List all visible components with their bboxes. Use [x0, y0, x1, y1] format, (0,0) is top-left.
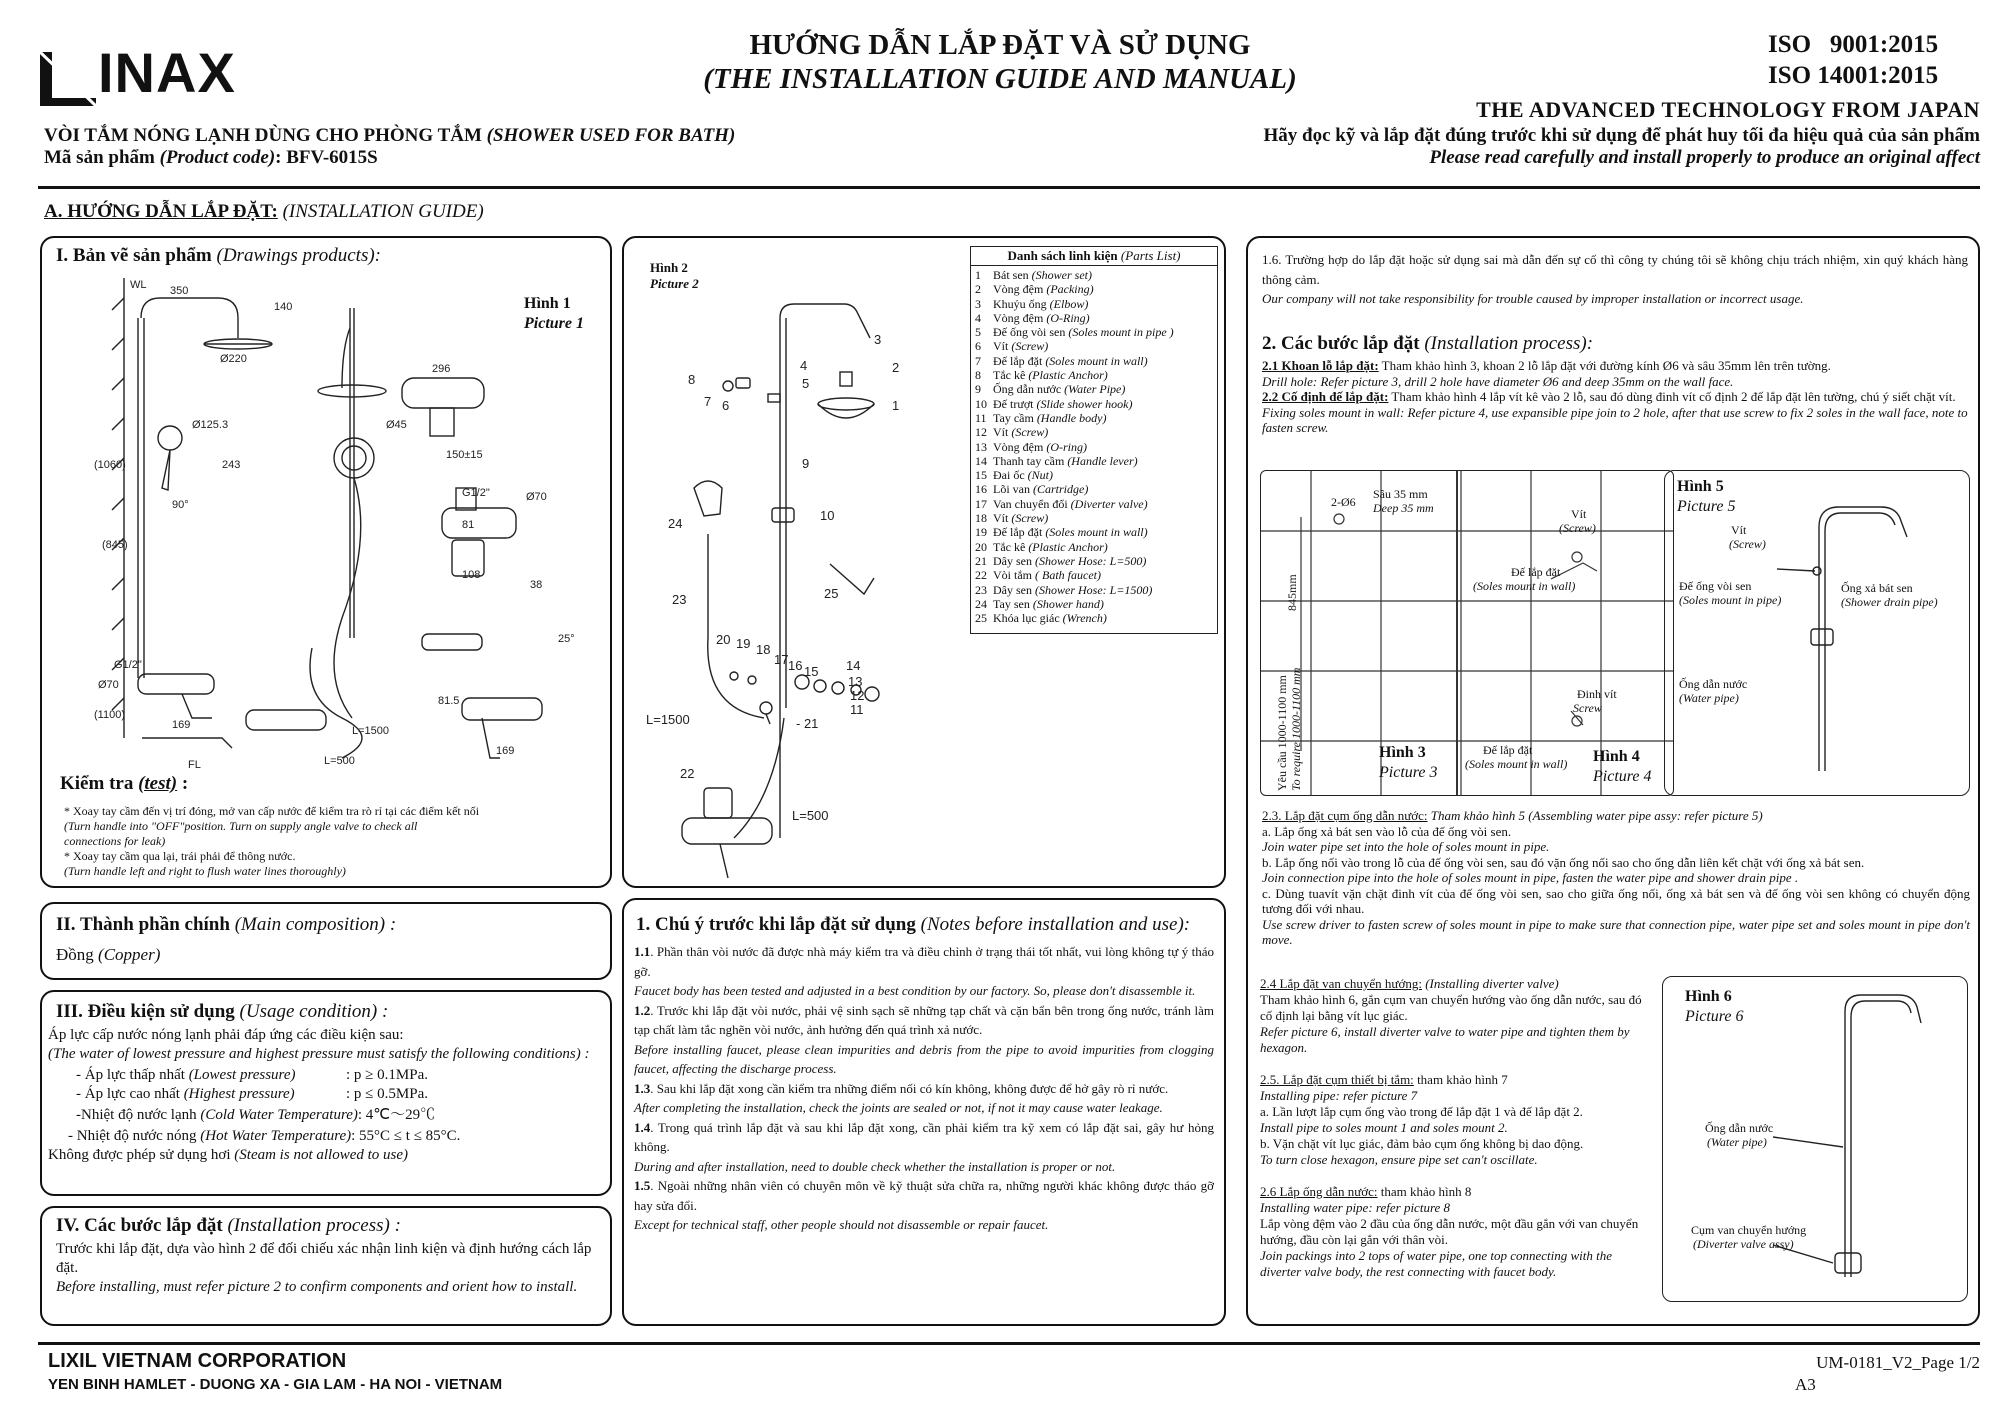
process-title-en: (Installation process): [1424, 333, 1594, 354]
usage-hot: - Nhiệt độ nước nóng (Hot Water Temperature): 55°C ≤ t ≤ 85°C. [68, 1128, 461, 1144]
fig3-requirement: Yêu cầu 1000-1100 mm [1275, 675, 1289, 791]
install-process-box [1246, 236, 1980, 1326]
logo-mark-icon [38, 44, 98, 110]
callout-19: 19 [736, 636, 751, 651]
dim-169-b: 169 [496, 745, 515, 757]
install-steps-title-en: (Installation process) : [227, 1215, 401, 1236]
steps-2-4-2-6 [1260, 976, 1656, 1280]
step-2-4-vi: Tham khảo hình 6, gắn cụm van chuyển hướng vào ống dẫn nước, sau đó cố định lại bằng vít lục giác. [1260, 992, 1642, 1023]
step-2-3c-vi: c. Dùng tuavít vặn chặt đinh vít của đế ống vòi sen, sao cho giữa ống nối, ống xả bát sen và đế ống vòi sen không có chuyển động tương đối với nhau. [1262, 885, 1970, 916]
dim-25deg: 25° [558, 633, 575, 645]
step-2-1-en: Drill hole: Refer picture 3, drill 2 hole have diameter Ø6 and deep 35mm on the wall face. [1262, 373, 1734, 389]
note-item-en: Except for technical staff, other people should not disassemble or repair faucet. [634, 1217, 1049, 1232]
dim-81: 81 [462, 519, 475, 531]
step-2-5b-en: To turn close hexagon, ensure pipe set can't oscillate. [1260, 1152, 1538, 1167]
usage-title-vi: III. Điều kiện sử dụng [56, 1001, 235, 1022]
usage-intro-en: (The water of lowest pressure and highest pressure must satisfy the following conditions) : [48, 1046, 590, 1062]
iso-14001: ISO 14001:2015 [1768, 62, 1939, 89]
part-row: 9 Ống dẫn nước (Water Pipe) [975, 382, 1126, 397]
notes-title-vi: 1. Chú ý trước khi lắp đặt sử dụng [636, 914, 916, 935]
fig3-depth-en: Deep 35 mm [1373, 501, 1434, 515]
note-item: 1.4. Trong quá trình lắp đặt và sau khi lắp đặt xong, cần phải kiểm tra kỹ xem có lắp đặt sai, gây hư hỏng không. [634, 1119, 1214, 1154]
usage-steam: Không được phép sử dụng hơi (Steam is not allowed to use) [48, 1147, 409, 1163]
product-name-en: (SHOWER USED FOR BATH) [486, 125, 736, 146]
callout-17: 17 [774, 652, 789, 667]
callout-13: 13 [848, 674, 863, 689]
step-2-3b-vi: b. Lắp ống nối vào trong lỗ của đế ống vòi sen, sau đó vặn ống nối sao cho ống dẫn liên kết chặt với ống xả bát sen. [1262, 854, 1865, 870]
dim-g12-b: G1/2" [114, 659, 142, 671]
part-row: 25 Khóa lục giác (Wrench) [975, 611, 1107, 626]
fig4-anchor-vi: Đinh vít [1577, 687, 1617, 701]
exploded-view-drawing [624, 238, 1224, 878]
fig3-height: 845mm [1285, 574, 1299, 611]
fig6-valve-vi: Cụm van chuyển hướng [1691, 1223, 1807, 1237]
part-row: 6 Vít (Screw) [975, 339, 1049, 354]
usage-body [48, 1026, 608, 1165]
step-2-4-head: 2.4 Lắp đặt van chuyển hướng: (Installing diverter valve) [1260, 976, 1559, 991]
notes-title [636, 913, 1190, 936]
process-title-vi: 2. Các bước lắp đặt [1262, 333, 1420, 354]
step-2-6-en-head: Installing water pipe: refer picture 8 [1260, 1200, 1451, 1215]
process-title [1262, 332, 1593, 355]
callout-14: 14 [846, 658, 861, 673]
steps-2-1-2-2 [1262, 358, 1968, 436]
fig5-drain-vi: Ống xả bát sen [1841, 581, 1913, 595]
step-2-6-head: 2.6 Lắp ống dẫn nước: tham khảo hình 8 [1260, 1184, 1472, 1199]
fig5-sole-vi: Đế ống vòi sen [1679, 579, 1752, 593]
composition-value-en: (Copper) [98, 945, 161, 964]
fig4-mount-en: (Soles mount in wall) [1473, 579, 1576, 593]
paper-size: A3 [1795, 1375, 1816, 1394]
part-row: 14 Thanh tay cầm (Handle lever) [975, 453, 1138, 468]
part-row: 18 Vít (Screw) [975, 511, 1049, 526]
picture2-label-vi: Hình 2 [650, 260, 688, 275]
dim-l1500: L=1500 [352, 725, 390, 737]
part-row: 13 Vòng đệm (O-ring) [975, 439, 1087, 454]
dim-81-5: 81.5 [438, 695, 460, 707]
usage-box [40, 990, 612, 1196]
note-1-6 [1262, 250, 1968, 309]
fig6-pipe-en: (Water pipe) [1707, 1135, 1767, 1149]
read-notice-en: Please read carefully and install properly to produce an original affect [1429, 147, 1980, 168]
note-item: 1.5. Ngoài những nhân viên có chuyên môn về kỹ thuật sửa chữa ra, những người khác không được tháo gỡ hay sửa đổi. [634, 1178, 1214, 1213]
callout-22: 22 [680, 766, 695, 781]
callout-21: - 21 [796, 716, 819, 731]
step-2-2-en: Fixing soles mount in wall: Refer picture 4, use expansible pipe join to 2 hole, after that use screw to fix 2 soles in the wall face, note to fasten screw. [1262, 404, 1968, 435]
note-item-en: Before installing faucet, please clean impurities and debris from the pipe to avoid impurities from clogging faucet, affecting the discharge process. [634, 1041, 1214, 1076]
test-instructions [64, 804, 604, 879]
note-item: 1.2. Trước khi lắp đặt vòi nước, phải vệ sinh sạch sẽ những tạp chất và cặn bẩn bên trong ống nước, tránh làm tạp chất làm tắc nghẽn vòi nước, ảnh hưởng đến quá trình xả nước. [634, 1002, 1214, 1037]
test-title-en: (test) [138, 773, 178, 794]
step-2-5a-vi: a. Lần lượt lắp cụm ống vào trong đế lắp đặt 1 và đế lắp đặt 2. [1260, 1104, 1583, 1119]
callout-4: 4 [800, 358, 808, 373]
fig5-label-vi: Hình 5 [1677, 478, 1724, 495]
step-2-5-head: 2.5. Lắp đặt cụm thiết bị tắm: tham khảo hình 7 [1260, 1072, 1508, 1087]
note-item-en: After completing the installation, check the joints are sealed or not, if not it may cause water leakage. [634, 1100, 1163, 1115]
part-row: 21 Dây sen (Shower Hose: L=500) [975, 553, 1147, 568]
product-code [44, 146, 378, 169]
callout-10: 10 [820, 508, 835, 523]
water-pipe-assembly-drawing [1665, 471, 1969, 795]
part-row: 1 Bát sen (Shower set) [975, 268, 1092, 282]
step-2-1-vi: 2.1 Khoan lỗ lắp đặt: Tham khảo hình 3, khoan 2 lỗ lắp đặt với đường kính Ø6 và sâu 35mm lên trên tường. [1262, 358, 1831, 373]
install-steps-title [56, 1214, 401, 1237]
note-item: 1.3. Sau khi lắp đặt xong cần kiểm tra những điểm nối có kín không, không được để hở gây rò rỉ nước. [634, 1080, 1169, 1096]
dim-140: 140 [274, 301, 293, 313]
product-drawing [42, 278, 602, 778]
product-code-label-vi: Mã sản phẩm [44, 147, 155, 168]
callout-1: 1 [892, 398, 900, 413]
part-row: 10 Đế trượt (Slide shower hook) [975, 396, 1133, 411]
usage-low: - Áp lực thấp nhất (Lowest pressure) : p ≥ 0.1MPa. [76, 1067, 428, 1083]
product-code-label-en: (Product code) [159, 147, 276, 168]
part-row: 15 Đai ốc (Nut) [975, 468, 1053, 483]
test-line: (Turn handle into "OFF"position. Turn on supply angle valve to check all [64, 819, 418, 833]
install-steps-box [40, 1206, 612, 1326]
usage-cold: -Nhiệt độ nước lạnh (Cold Water Temperature): 4℃〜29℃ [76, 1107, 436, 1123]
callout-5: 5 [802, 376, 810, 391]
test-title-vi: Kiểm tra [60, 773, 134, 794]
iso-9001: ISO 9001:2015 [1768, 31, 1939, 58]
fig3-label-en: Picture 3 [1379, 764, 1438, 781]
composition-title-vi: II. Thành phần chính [56, 914, 230, 935]
section-a-title-vi: A. HƯỚNG DẪN LẮP ĐẶT: [44, 201, 278, 222]
step-2-6-vi: Lắp vòng đệm vào 2 đầu của ống dẫn nước, một đầu gắn với van chuyển hướng, đầu còn lại gắn với thân vòi. [1260, 1216, 1639, 1247]
callout-l500: L=500 [792, 808, 829, 823]
part-row: 8 Tắc kê (Plastic Anchor) [975, 368, 1108, 383]
dim-d125: Ø125.3 [192, 419, 229, 431]
usage-high: - Áp lực cao nhất (Highest pressure) : p ≤ 0.5MPa. [76, 1086, 428, 1102]
figure-3-4 [1260, 470, 1674, 796]
callout-18: 18 [756, 642, 771, 657]
fig6-label-en: Picture 6 [1685, 1008, 1744, 1025]
composition-value-vi: Đồng [56, 945, 94, 964]
test-line: * Xoay tay cầm đến vị trí đóng, mở van cấp nước để kiểm tra rò rỉ tại các điểm kết nối [64, 804, 480, 818]
composition-value [56, 944, 160, 965]
usage-title-en: (Usage condition) : [239, 1001, 389, 1022]
fig3-label-vi: Hình 3 [1379, 744, 1426, 761]
fig4-screw-vi: Vít [1571, 507, 1587, 521]
composition-box [40, 902, 612, 980]
note-item: 1.1. Phần thân vòi nước đã được nhà máy kiểm tra và điều chỉnh ở trạng thái tốt nhất, vui lòng không tự ý tháo gỡ. [634, 944, 1214, 979]
section-a-title-en: (INSTALLATION GUIDE) [282, 201, 484, 222]
note-1-6-en: Our company will not take responsibility for trouble caused by improper installation or incorrect usage. [1262, 291, 1804, 306]
dim-g12-a: G1/2" [462, 487, 490, 499]
step-2-5b-vi: b. Vặn chặt vít lục giác, đảm bảo cụm ống không bị dao động. [1260, 1136, 1584, 1151]
step-2-6-en: Join packings into 2 tops of water pipe, one top connecting with the diverter valve body, the rest connecting with faucet body. [1260, 1248, 1613, 1279]
install-steps-text [56, 1240, 600, 1297]
step-2-3a-en: Join water pipe set into the hole of soles mount in pipe. [1262, 839, 1550, 854]
dim-1060: (1060) [94, 459, 126, 471]
picture2-label-en: Picture 2 [650, 276, 699, 291]
step-2-4-en: Refer picture 6, install diverter valve to water pipe and tighten them by hexagon. [1260, 1024, 1630, 1055]
step-2-3a-vi: a. Lắp ống xả bát sen vào lỗ của đế ống vòi sen. [1262, 823, 1512, 839]
usage-intro-vi: Áp lực cấp nước nóng lạnh phải đáp ứng các điều kiện sau: [48, 1027, 404, 1043]
step-2-2-vi: 2.2 Cố định đế lắp đặt: Tham khảo hình 4 lắp vít kê vào 2 lỗ, sau đó dùng đinh vít cố định 2 đế lắp đặt lên tường, chú ý siết chặt vít. [1262, 389, 1956, 404]
install-steps-text-en: Before installing, must refer picture 2 to confirm components and orient how to install. [56, 1279, 578, 1295]
callout-7: 7 [704, 394, 712, 409]
brand-logo [38, 41, 248, 110]
drawing-dimension-labels [94, 279, 575, 771]
drawings-box [40, 236, 612, 888]
dim-d220: Ø220 [220, 353, 247, 365]
fig4-screw-en: (Screw) [1559, 521, 1596, 535]
notes-list [634, 942, 1214, 1235]
fig4-mount-vi: Đế lắp đặt [1511, 565, 1561, 579]
parts-list-title-vi: Danh sách linh kiện [1007, 248, 1118, 263]
fig3-depth-vi: Sâu 35 mm [1373, 487, 1428, 501]
fig3-requirement-en: To require 1000-1100 mm [1289, 667, 1303, 791]
fig5-drain-en: (Shower drain pipe) [1841, 595, 1938, 609]
callout-l1500: L=1500 [646, 712, 690, 727]
part-row: 22 Vòi tắm ( Bath faucet) [975, 568, 1101, 583]
step-2-3b-en: Join connection pipe into the hole of soles mount in pipe, fasten the water pipe and shower drain pipe . [1262, 870, 1799, 885]
dim-1100: (1100) [94, 709, 125, 721]
part-row: 23 Dây sen (Shower Hose: L=1500) [975, 582, 1153, 597]
dim-243: 243 [222, 459, 241, 471]
dim-845: (845) [102, 539, 128, 551]
dim-d70-b: Ø70 [98, 679, 119, 691]
fig6-valve-en: (Diverter valve assy) [1693, 1237, 1794, 1251]
callout-24: 24 [668, 516, 683, 531]
notes-box [622, 898, 1226, 1326]
part-row: 7 Đế lắp đặt (Soles mount in wall) [975, 353, 1148, 368]
callout-23: 23 [672, 592, 687, 607]
drawings-title [56, 244, 381, 267]
part-row: 5 Đế ống vòi sen (Soles mount in pipe ) [975, 325, 1174, 340]
dim-fl: FL [188, 759, 201, 771]
step-2-3-head: 2.3. Lắp đặt cụm ống dẫn nước: Tham khảo hình 5 (Assembling water pipe assy: refer picture 5) [1262, 808, 1763, 823]
part-row: 20 Tắc kê (Plastic Anchor) [975, 539, 1108, 554]
picture1-label-vi: Hình 1 [524, 295, 571, 312]
fig5-screw-en: (Screw) [1729, 537, 1766, 551]
test-line: * Xoay tay cầm qua lại, trái phải để thông nước. [64, 849, 296, 863]
callout-12: 12 [850, 688, 865, 703]
fig3-hole-label: 2-Ø6 [1331, 495, 1356, 509]
part-row: 2 Vòng đệm (Packing) [975, 282, 1094, 297]
callout-2: 2 [892, 360, 900, 375]
part-row: 12 Vít (Screw) [975, 425, 1049, 440]
install-steps-text-vi: Trước khi lắp đặt, dựa vào hình 2 để đối chiếu xác nhận linh kiện và định hướng cách lắp đặt. [56, 1241, 592, 1276]
part-row: 24 Tay sen (Shower hand) [975, 596, 1104, 611]
step-2-3c-en: Use screw driver to fasten screw of soles mount in pipe to make sure that connection pipe, water pipe set and soles mount in pipe don't move. [1262, 916, 1970, 947]
callout-20: 20 [716, 632, 731, 647]
callout-15: 15 [804, 664, 819, 679]
fig6-pipe-vi: Ống dẫn nước [1705, 1121, 1774, 1135]
figure-6 [1662, 976, 1968, 1302]
footer-divider [38, 1342, 1980, 1345]
exploded-part-callouts [646, 332, 899, 823]
fig4-label-en: Picture 4 [1593, 768, 1652, 785]
note-1-6-vi: 1.6. Trường hợp do lắp đặt hoặc sử dụng sai mà dẫn đến sự cố thì công ty chúng tôi sẽ không chịu trách nhiệm, xin quý khách hàng thông cảm. [1262, 252, 1968, 287]
dim-d70-a: Ø70 [526, 491, 547, 503]
read-notice-vi: Hãy đọc kỹ và lắp đặt đúng trước khi sử dụng để phát huy tối đa hiệu quả của sản phẩm [1263, 125, 1980, 146]
dim-150: 150±15 [446, 449, 483, 461]
callout-3: 3 [874, 332, 882, 347]
fig5-pipe-vi: Ống dẫn nước [1679, 677, 1748, 691]
fig4-label-vi: Hình 4 [1593, 748, 1640, 765]
notes-title-en: (Notes before installation and use): [920, 914, 1191, 935]
fig4-mount2-en: (Soles mount in wall) [1465, 757, 1568, 771]
company-name: LIXIL VIETNAM CORPORATION [48, 1350, 347, 1372]
dim-350: 350 [170, 285, 189, 297]
callout-6: 6 [722, 398, 730, 413]
title-vi: HƯỚNG DẪN LẮP ĐẶT VÀ SỬ DỤNG [749, 29, 1251, 61]
company-address: YEN BINH HAMLET - DUONG XA - GIA LAM - HA NOI - VIETNAM [48, 1376, 503, 1393]
parts-box [622, 236, 1226, 888]
header-divider [38, 186, 1980, 189]
drawings-title-en: (Drawings products): [216, 245, 381, 266]
callout-9: 9 [802, 456, 810, 471]
fig6-label-vi: Hình 6 [1685, 988, 1732, 1005]
document-code: UM-0181_V2_Page 1/2 [1816, 1353, 1980, 1372]
dim-90deg: 90° [172, 499, 189, 511]
part-row: 3 Khuỷu ống (Elbow) [975, 296, 1089, 311]
parts-list-title-en: (Parts List) [1120, 248, 1181, 263]
test-line: (Turn handle left and right to flush water lines thoroughly) [64, 864, 346, 878]
dim-d45: Ø45 [386, 419, 407, 431]
fig4-anchor-en: Screw [1573, 701, 1602, 715]
note-item-en: Faucet body has been tested and adjusted in a best condition by our factory. So, please don't disassemble it. [634, 983, 1196, 998]
note-item-en: During and after installation, need to double check whether the installation is proper or not. [634, 1158, 1116, 1174]
composition-title [56, 913, 396, 936]
step-2-3 [1262, 808, 1970, 948]
picture1-label-en: Picture 1 [524, 315, 584, 332]
dim-38: 38 [530, 579, 543, 591]
dim-108: 108 [462, 569, 481, 581]
usage-title [56, 1000, 388, 1023]
fig5-screw-vi: Vít [1731, 523, 1747, 537]
part-row: 11 Tay cầm (Handle body) [975, 410, 1107, 425]
part-row: 4 Vòng đệm (O-Ring) [975, 310, 1090, 325]
product-name [44, 124, 735, 147]
test-title [60, 772, 188, 795]
fig5-pipe-en: (Water pipe) [1679, 691, 1739, 705]
fig5-sole-en: (Soles mount in pipe) [1679, 593, 1782, 607]
fig4-mount2-vi: Đế lắp đặt [1483, 743, 1533, 757]
install-steps-title-vi: IV. Các bước lắp đặt [56, 1215, 223, 1236]
part-row: 19 Đế lắp đặt (Soles mount in wall) [975, 525, 1148, 540]
fig5-label-en: Picture 5 [1677, 498, 1736, 515]
dim-wl: WL [130, 279, 147, 291]
callout-25: 25 [824, 586, 839, 601]
section-a-title [44, 200, 484, 223]
product-name-vi: VÒI TẮM NÓNG LẠNH DÙNG CHO PHÒNG TẮM [44, 125, 482, 146]
drawings-title-vi: I. Bản vẽ sản phẩm [56, 245, 212, 266]
callout-11: 11 [850, 702, 864, 717]
tagline: THE ADVANCED TECHNOLOGY FROM JAPAN [1476, 97, 1980, 122]
product-code-value: : BFV-6015S [275, 147, 378, 168]
composition-title-en: (Main composition) : [234, 914, 397, 935]
step-2-5-en-head: Installing pipe: refer picture 7 [1260, 1088, 1418, 1103]
test-title-colon: : [181, 773, 189, 794]
dim-296: 296 [432, 363, 451, 375]
callout-16: 16 [788, 658, 803, 673]
part-row: 16 Lõi van (Cartridge) [975, 482, 1089, 497]
title-en: (THE INSTALLATION GUIDE AND MANUAL) [703, 63, 1297, 95]
figure-5 [1664, 470, 1970, 796]
test-line: connections for leak) [64, 834, 166, 848]
part-row: 17 Van chuyển đổi (Diverter valve) [975, 496, 1148, 511]
logo-text: INAX [98, 41, 236, 104]
dim-169-a: 169 [172, 719, 191, 731]
dim-l500: L=500 [324, 755, 355, 767]
callout-8: 8 [688, 372, 696, 387]
step-2-5a-en: Install pipe to soles mount 1 and soles mount 2. [1260, 1120, 1508, 1135]
